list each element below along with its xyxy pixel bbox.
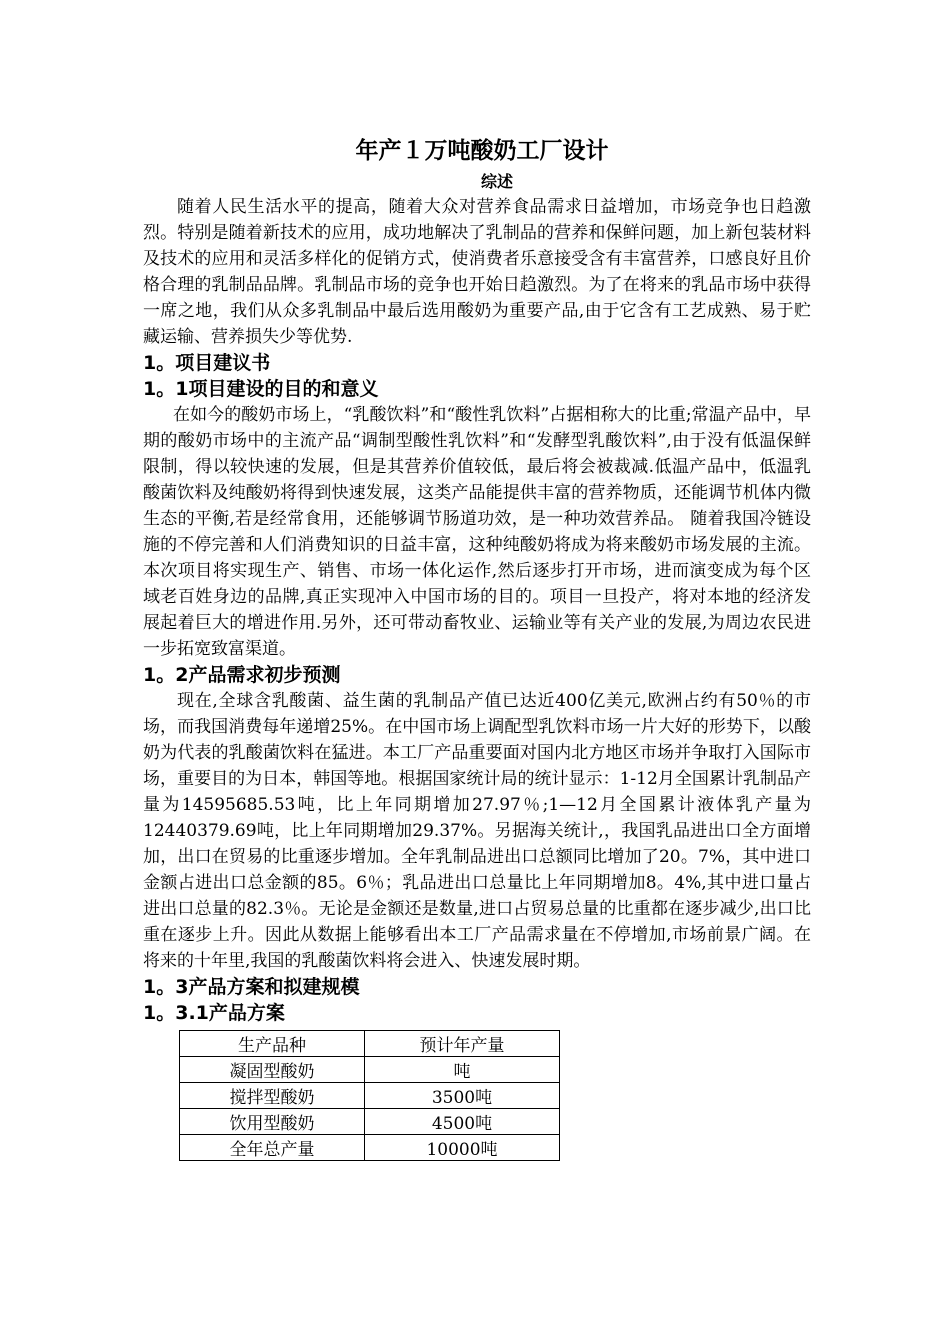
table-cell: 吨 bbox=[365, 1057, 560, 1083]
table-cell: 凝固型酸奶 bbox=[180, 1057, 365, 1083]
paragraph-1-2: 现在,全球含乳酸菌、益生菌的乳制品产值已达近400亿美元,欧洲占约有50％的市场，而我国消费每年递增25%。在中国市场上调配型乳饮料市场一片大好的形势下，以酸奶为代表的乳酸菌饮料在猛进。本工厂产品重要面对国内北方地区市场并争取打入国际市场，重要目的为日本，韩国等地。根据国家统计局的统计显示：1-12月全国累计乳制品产量为14595685.53吨，比上年同期增加27.97％;1—12月全国累计液体乳产量为12440379.69吨，比上年同期增加29.37%。另据海关统计,，我国乳品进出口全方面增加，出口在贸易的比重逐步增加。全年乳制品进出口总额同比增加了20。7%，其中进口金额占进出口总金额的85。6％；乳品进出口总量比上年同期增加8。4%,其中进口量占进出口总量的82.3％。无论是金额还是数量,进口占贸易总量的比重都在逐步减少,出口比重在逐步上升。因此从数据上能够看出本工厂产品需求量在不停增加,市场前景广阔。在将来的十年里,我国的乳酸菌饮料将会进入、快速发展时期。 bbox=[143, 691, 811, 971]
table-row bbox=[180, 1083, 560, 1109]
section-subtitle: 综述 bbox=[480, 172, 513, 191]
document-title: 年产１万吨酸奶工厂设计 bbox=[355, 138, 609, 164]
heading-1-3: 1。3产品方案和拟建规模 bbox=[143, 976, 360, 998]
document-page bbox=[143, 132, 811, 1161]
table-cell: 3500吨 bbox=[365, 1083, 560, 1109]
table-header-cell: 生产品种 bbox=[180, 1031, 365, 1057]
table-row bbox=[180, 1057, 560, 1083]
table-row bbox=[180, 1135, 560, 1161]
table-cell: 4500吨 bbox=[365, 1109, 560, 1135]
table-cell: 全年总产量 bbox=[180, 1135, 365, 1161]
table-header-cell: 预计年产量 bbox=[365, 1031, 560, 1057]
product-plan-table bbox=[179, 1030, 560, 1161]
table-header-row bbox=[180, 1031, 560, 1057]
table-cell: 10000吨 bbox=[365, 1135, 560, 1161]
table-row bbox=[180, 1109, 560, 1135]
intro-paragraph: 随着人民生活水平的提高，随着大众对营养食品需求日益增加，市场竞争也日趋激烈。特别是随着新技术的应用，成功地解决了乳制品的营养和保鲜问题，加上新包装材料及技术的应用和灵活多样化的促销方式，使消费者乐意接受含有丰富营养，口感良好且价格合理的乳制品品牌。乳制品市场的竞争也开始日趋激烈。为了在将来的乳品市场中获得一席之地，我们从众多乳制品中最后选用酸奶为重要产品,由于它含有工艺成熟、易于贮藏运输、营养损失少等优势. bbox=[143, 197, 811, 347]
heading-1: 1。项目建议书 bbox=[143, 352, 271, 374]
heading-1-3-1: 1。3.1产品方案 bbox=[143, 1002, 285, 1024]
table-cell: 饮用型酸奶 bbox=[180, 1109, 365, 1135]
paragraph-1-1: 在如今的酸奶市场上，“乳酸饮料”和“酸性乳饮料”占据相称大的比重;常温产品中，早期的酸奶市场中的主流产品“调制型酸性乳饮料”和“发酵型乳酸饮料”,由于没有低温保鲜限制，得以较快速的发展，但是其营养价值较低，最后将会被裁减.低温产品中，低温乳酸菌饮料及纯酸奶将得到快速发展，这类产品能提供丰富的营养物质，还能调节机体内微生态的平衡,若是经常食用，还能够调节肠道功效，是一种功效营养品。 随着我国冷链设施的不停完善和人们消费知识的日益丰富，这种纯酸奶将成为将来酸奶市场发展的主流。本次项目将实现生产、销售、市场一体化运作,然后逐步打开市场，进而演变成为每个区域老百姓身边的品牌,真正实现冲入中国市场的目的。项目一旦投产，将对本地的经济发展起着巨大的增进作用.另外，还可带动畜牧业、运输业等有关产业的发展,为周边农民进一步拓宽致富渠道。 bbox=[143, 405, 811, 659]
table-cell: 搅拌型酸奶 bbox=[180, 1083, 365, 1109]
heading-1-2: 1。2产品需求初步预测 bbox=[143, 664, 341, 686]
heading-1-1: 1。1项目建设的目的和意义 bbox=[143, 378, 379, 400]
